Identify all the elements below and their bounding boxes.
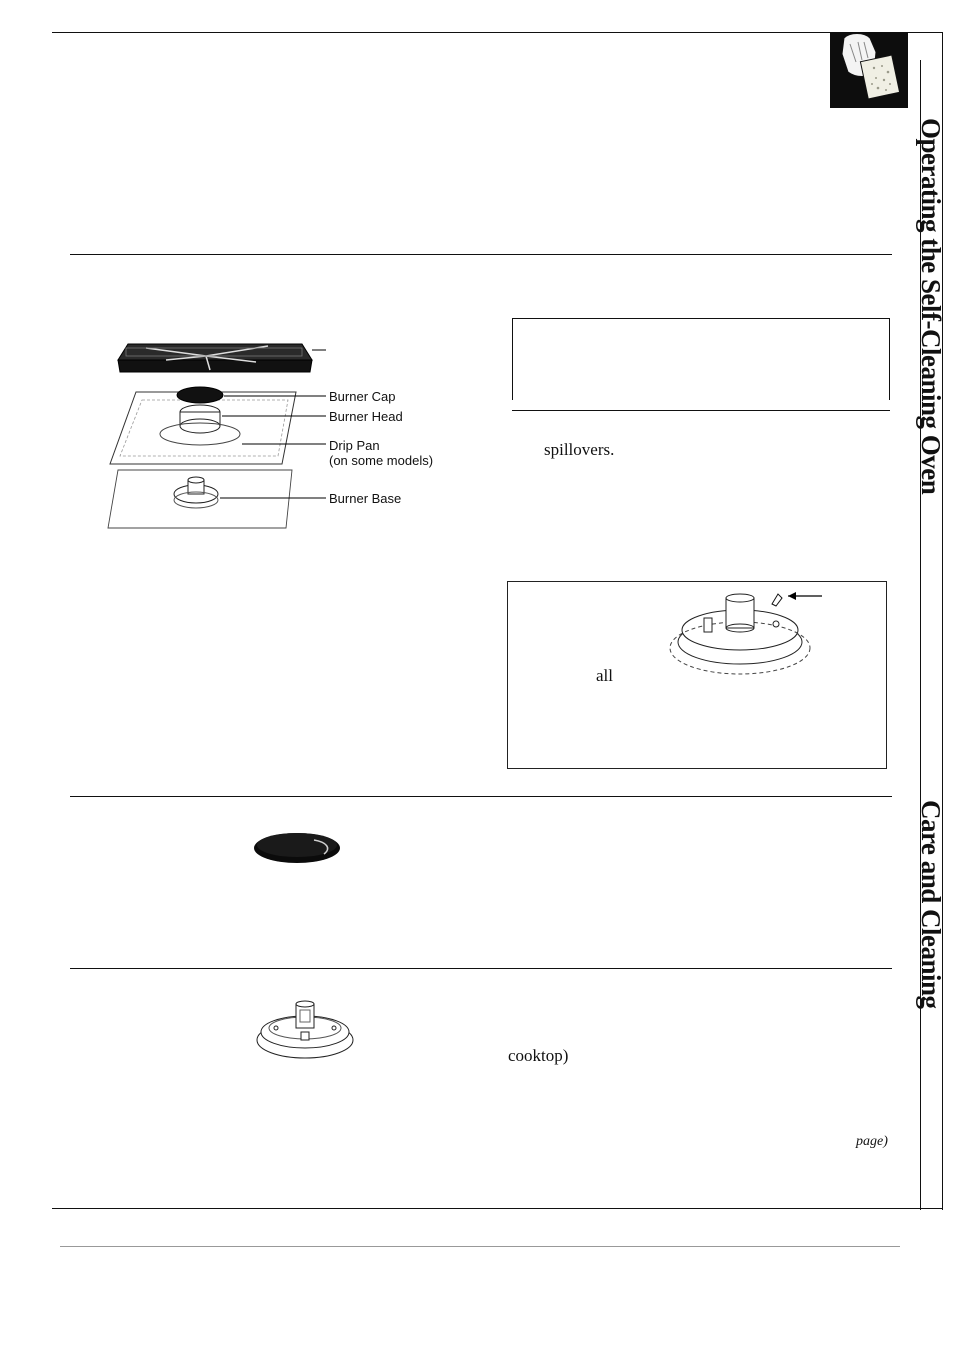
grate-illustration xyxy=(118,344,312,372)
side-tab-operating: Operating the Self-Cleaning Oven xyxy=(916,118,946,495)
side-tab-care: Care and Cleaning xyxy=(916,800,946,1009)
section-divider-2 xyxy=(70,796,892,797)
footer-faint-rule xyxy=(60,1246,900,1247)
label-burner-head: Burner Head xyxy=(329,409,403,424)
label-drip-pan-note: (on some models) xyxy=(329,453,434,468)
label-drip-pan: Drip Pan xyxy=(329,438,380,453)
burner-exploded-diagram xyxy=(106,326,326,532)
text-page-continued: page) xyxy=(856,1134,888,1149)
caution-box-top xyxy=(512,318,890,319)
top-rule xyxy=(52,32,942,33)
section-divider-3 xyxy=(70,968,892,969)
hand-with-sponge-icon xyxy=(830,32,908,108)
caution-box-bottom xyxy=(512,410,890,411)
burner-base-icon xyxy=(254,998,356,1062)
text-all: all xyxy=(596,666,613,685)
text-spillovers: spillovers. xyxy=(544,440,615,459)
burner-cap-icon xyxy=(252,826,342,866)
caution-box-left xyxy=(512,318,513,400)
bottom-rule xyxy=(52,1208,942,1209)
caution-box-right xyxy=(889,318,890,400)
burner-base-electrode-illustration xyxy=(664,584,828,680)
text-cooktop: cooktop) xyxy=(508,1046,569,1065)
section-divider-1 xyxy=(70,254,892,255)
label-burner-cap: Burner Cap xyxy=(329,389,396,404)
label-burner-base: Burner Base xyxy=(329,491,402,506)
